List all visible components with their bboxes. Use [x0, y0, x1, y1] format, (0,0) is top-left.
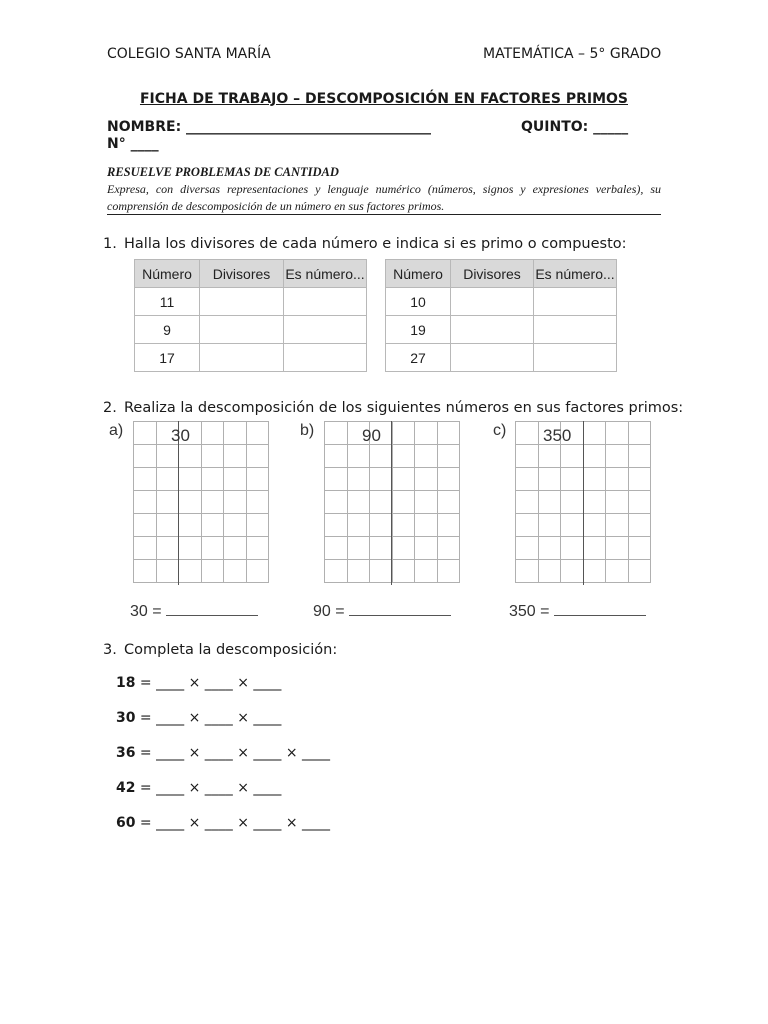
decomposition-row[interactable] [116, 710, 281, 726]
type-cell[interactable] [284, 344, 367, 372]
type-cell[interactable] [284, 288, 367, 316]
decomposition-blanks: = ____ × ____ × ____ × ____ [135, 815, 331, 831]
question-3-text: Completa la descomposición: [124, 642, 338, 658]
competence-title: RESUELVE PROBLEMAS DE CANTIDAD [107, 165, 339, 179]
equation-c [509, 601, 646, 621]
answer-line-a[interactable] [166, 601, 258, 616]
type-cell[interactable] [534, 316, 617, 344]
question-2-text: Realiza la descomposición de los siguientes números en sus factores primos: [124, 400, 684, 416]
equation-b-label: 90 = [313, 603, 345, 620]
decomposition-number: 42 [116, 780, 136, 796]
divisors-cell[interactable] [451, 288, 534, 316]
type-cell[interactable] [534, 288, 617, 316]
decomposition-row[interactable] [116, 815, 330, 831]
number-cell: 11 [135, 288, 200, 316]
grid-number-a: 30 [171, 426, 190, 445]
decomposition-number: 18 [116, 675, 136, 691]
equation-a [130, 601, 258, 621]
equation-a-label: 30 = [130, 603, 162, 620]
number-cell: 9 [135, 316, 200, 344]
item-a-label: a) [109, 422, 124, 439]
factor-grid-b[interactable] [324, 421, 460, 583]
equation-b [313, 601, 451, 621]
table-row [135, 316, 367, 344]
number-cell: 19 [386, 316, 451, 344]
decomposition-number: 36 [116, 745, 136, 761]
worksheet-title: FICHA DE TRABAJO – DESCOMPOSICIÓN EN FACTORES PRIMOS [139, 91, 628, 107]
table-row [386, 288, 617, 316]
equation-c-label: 350 = [509, 603, 550, 620]
header-divisores: Divisores [451, 260, 534, 288]
header-numero: Número [135, 260, 200, 288]
divisors-cell[interactable] [200, 316, 284, 344]
type-cell[interactable] [534, 344, 617, 372]
grid-number-b: 90 [362, 426, 381, 445]
table-row [135, 288, 367, 316]
item-b-label: b) [300, 422, 315, 439]
decomposition-number: 30 [116, 710, 136, 726]
decomposition-row[interactable] [116, 745, 330, 761]
question-2-number: 2. [103, 400, 117, 416]
decomposition-blanks: = ____ × ____ × ____ [135, 780, 282, 796]
competence-description-line2: comprensión de descomposición de un número en sus factores primos. [107, 199, 445, 213]
number-cell: 27 [386, 344, 451, 372]
item-c-label: c) [493, 422, 507, 439]
decomposition-row[interactable] [116, 780, 281, 796]
divisors-cell[interactable] [451, 316, 534, 344]
header-divisores: Divisores [200, 260, 284, 288]
divisors-table-right [385, 259, 617, 372]
number-cell: 17 [135, 344, 200, 372]
question-1-number: 1. [103, 236, 117, 252]
decomposition-blanks: = ____ × ____ × ____ × ____ [135, 745, 331, 761]
question-3-number: 3. [103, 642, 117, 658]
decomposition-row[interactable] [116, 675, 281, 691]
decomposition-number: 60 [116, 815, 136, 831]
factor-grid-a[interactable] [133, 421, 269, 583]
grid-divider-line [583, 421, 584, 585]
table-row [135, 344, 367, 372]
table-row [386, 344, 617, 372]
answer-line-c[interactable] [554, 601, 646, 616]
grid-number-c: 350 [543, 426, 572, 445]
header-es-numero: Es número... [534, 260, 617, 288]
type-cell[interactable] [284, 316, 367, 344]
header-numero: Número [386, 260, 451, 288]
number-field-label: N° ____ [107, 136, 159, 152]
table-row [386, 316, 617, 344]
divisors-table-left [134, 259, 367, 372]
header-es-numero: Es número... [284, 260, 367, 288]
competence-description-line1: Expresa, con diversas representaciones y lenguaje numérico (números, signos y expresiones verbales), su [107, 182, 661, 196]
answer-line-b[interactable] [349, 601, 451, 616]
grid-divider-line [391, 421, 392, 585]
subject-grade: MATEMÁTICA – 5° GRADO [483, 46, 662, 62]
divisors-cell[interactable] [200, 344, 284, 372]
divider [107, 214, 661, 215]
divisors-cell[interactable] [200, 288, 284, 316]
number-cell: 10 [386, 288, 451, 316]
question-1-text: Halla los divisores de cada número e indica si es primo o compuesto: [124, 236, 627, 252]
decomposition-blanks: = ____ × ____ × ____ [135, 710, 282, 726]
divisors-cell[interactable] [451, 344, 534, 372]
grade-field-label: QUINTO: _____ [521, 119, 629, 135]
school-name: COLEGIO SANTA MARÍA [107, 46, 271, 62]
decomposition-blanks: = ____ × ____ × ____ [135, 675, 282, 691]
name-field-label: NOMBRE: ___________________________________ [107, 119, 432, 135]
